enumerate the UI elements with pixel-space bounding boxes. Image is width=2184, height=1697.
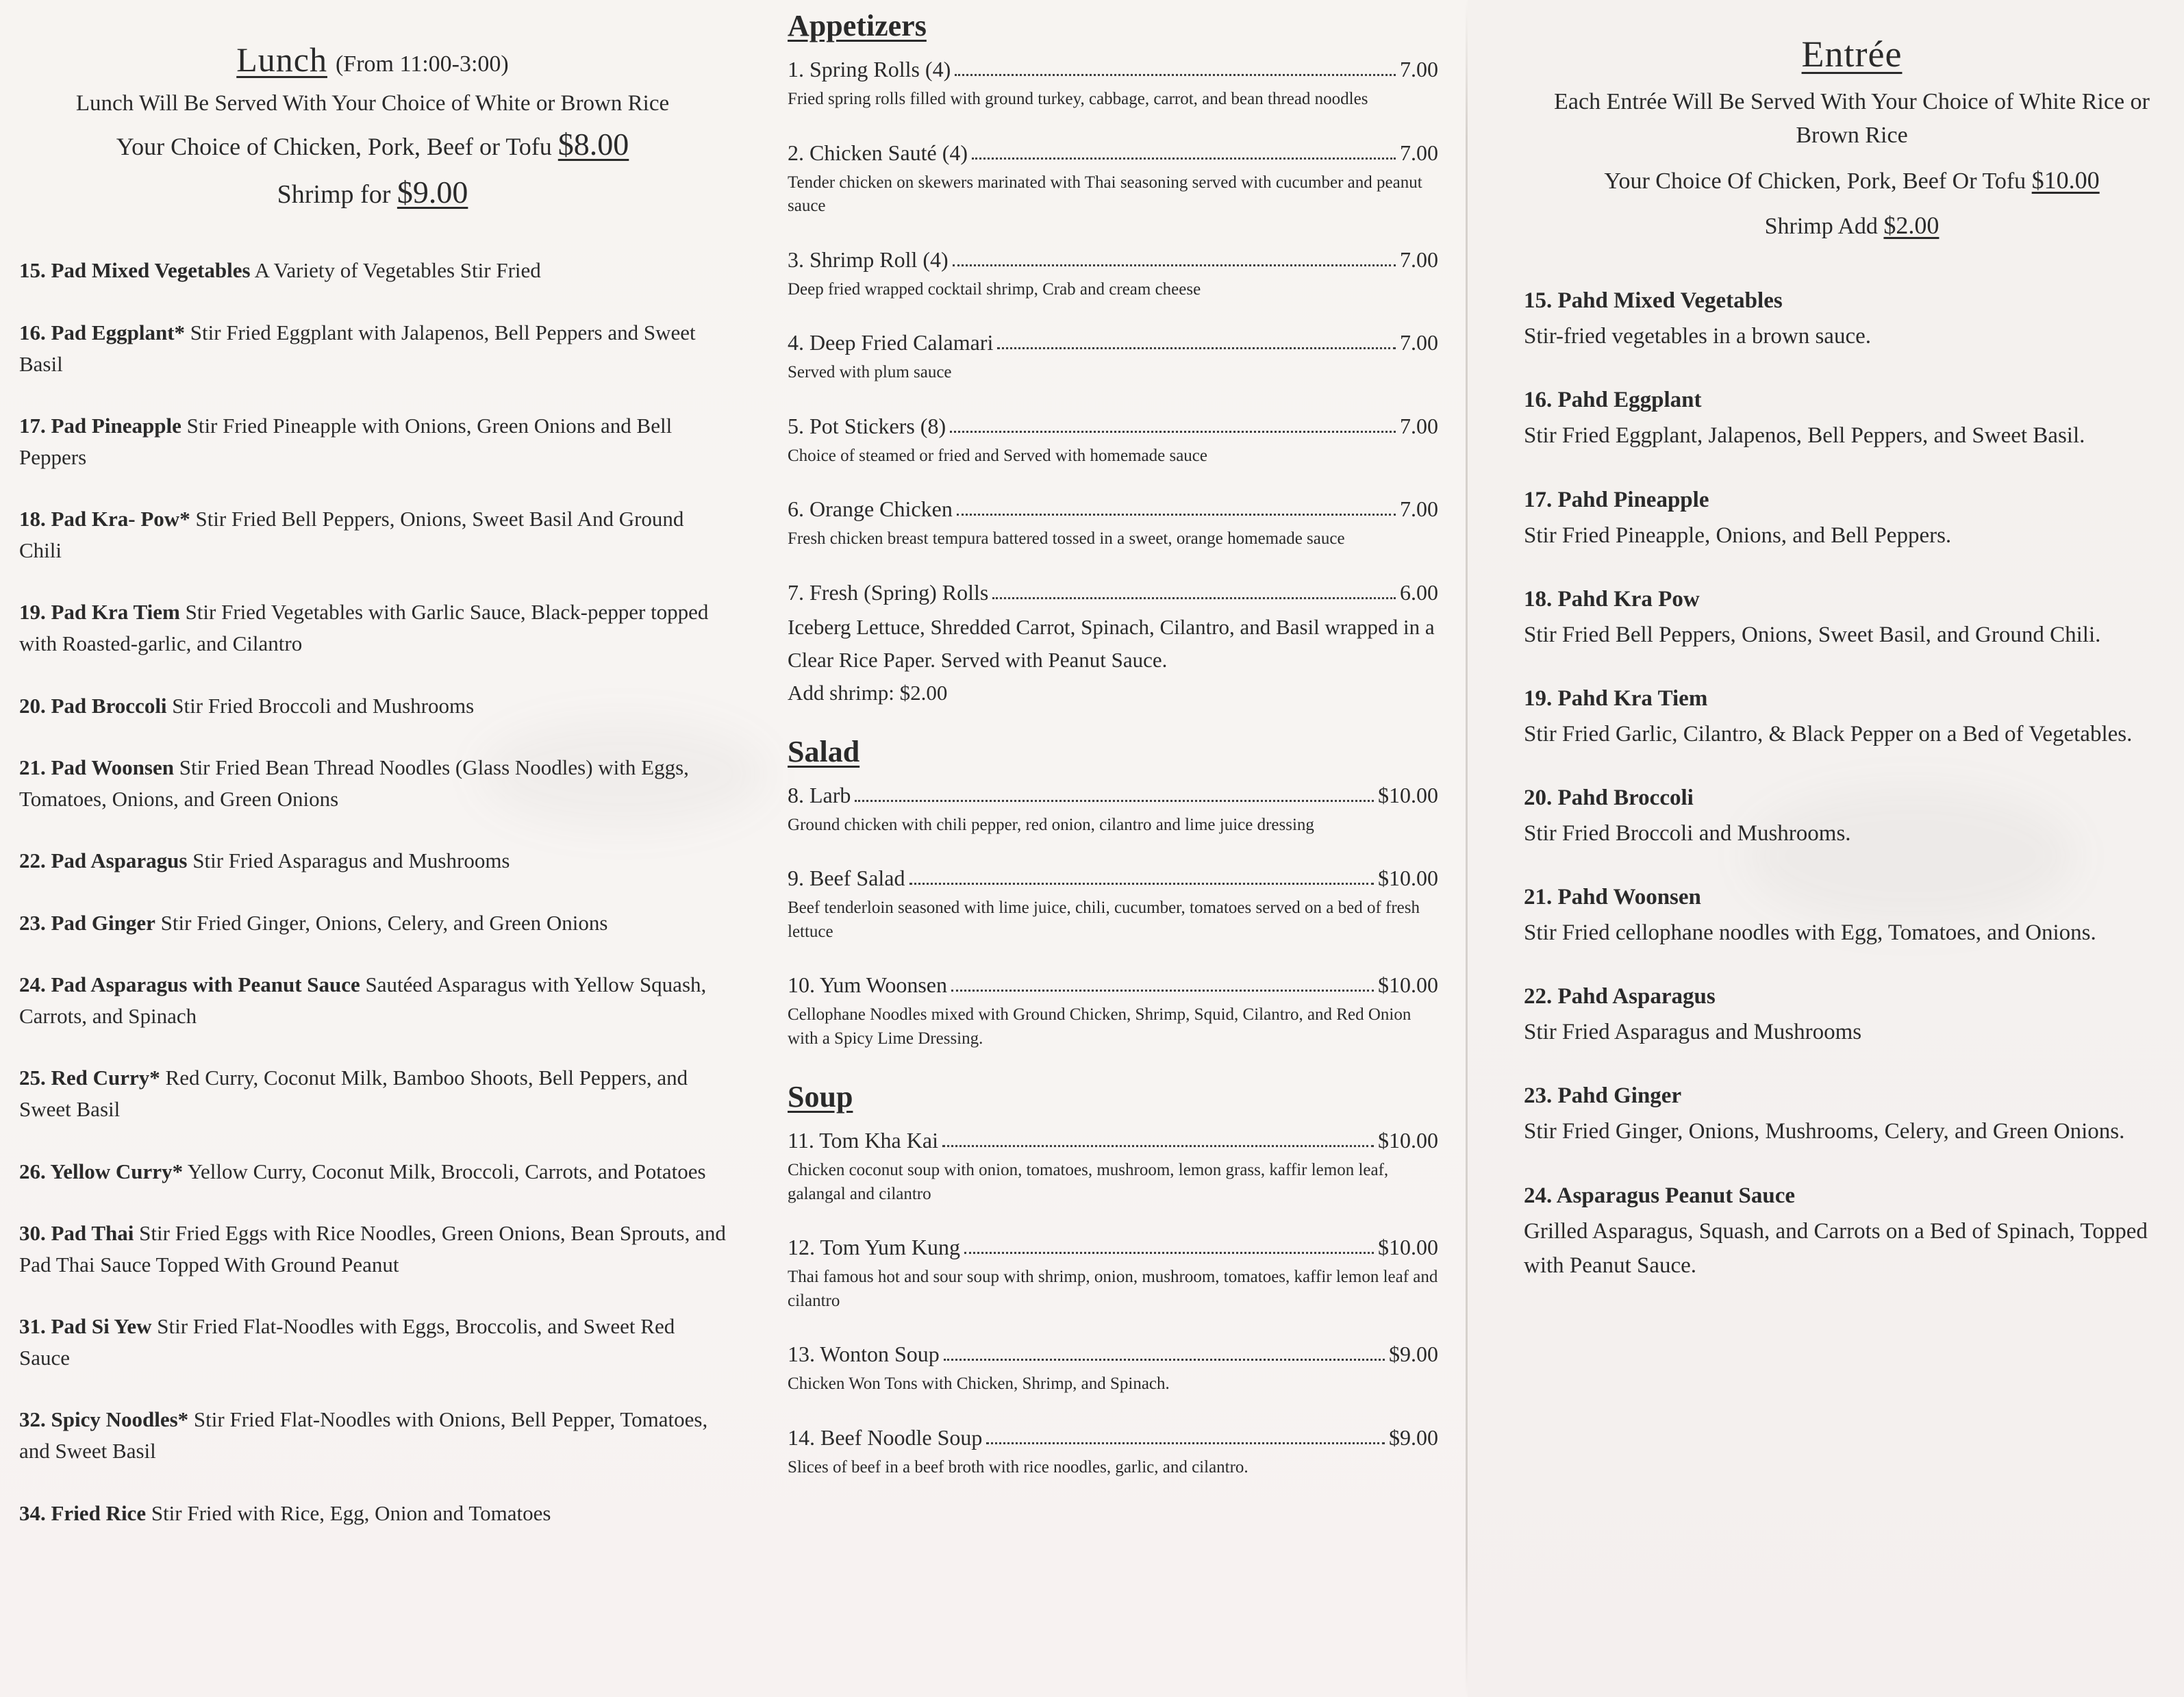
- item-name: 6. Orange Chicken: [788, 496, 953, 521]
- menu-item: [788, 57, 1438, 112]
- item-price-line: [788, 414, 1438, 439]
- item-description: Grilled Asparagus, Squash, and Carrots on a Bed of Spinach, Topped with Peanut Sauce.: [1524, 1218, 2148, 1278]
- menu-item: [788, 414, 1438, 468]
- item-name: 17. Pahd Pineapple: [1524, 487, 1709, 512]
- dotted-leader: [950, 431, 1396, 433]
- item-price: $9.00: [1389, 1424, 1438, 1450]
- lunch-menu-item: [19, 317, 726, 379]
- item-price-line: [788, 866, 1438, 891]
- item-name: 5. Pot Stickers (8): [788, 413, 946, 438]
- menu-item: [788, 580, 1438, 705]
- item-price-line: [788, 580, 1438, 605]
- appetizers-title: Appetizers: [788, 9, 927, 42]
- item-name: 10. Yum Woonsen: [788, 972, 947, 998]
- entree-menu-item: [1524, 1183, 2180, 1283]
- item-description: Iceberg Lettuce, Shredded Carrot, Spinach, Cilantro, and Basil wrapped in a Clear Rice Paper. Served with Peanut Sauce.: [788, 614, 1435, 672]
- item-description: Stir Fried cellophane noodles with Egg, Tomatoes, and Onions.: [1524, 920, 2096, 946]
- dotted-leader: [997, 347, 1396, 349]
- soup-title: Soup: [788, 1080, 853, 1114]
- item-name: 19. Pahd Kra Tiem: [1524, 686, 1708, 711]
- dotted-leader: [909, 883, 1375, 885]
- item-extra-note: Add shrimp: $2.00: [788, 680, 948, 705]
- item-name: 17. Pad Pineapple: [19, 414, 181, 438]
- item-description: Stir Fried Asparagus and Mushrooms: [1524, 1020, 1862, 1045]
- soup-items-list: [788, 1128, 1438, 1479]
- item-description: Stir Fried Bell Peppers, Onions, Sweet Basil And Ground Chili: [19, 507, 684, 562]
- entree-menu-item: [1524, 686, 2180, 751]
- lunch-title: Lunch: [236, 40, 327, 79]
- lunch-shrimp-line: [19, 172, 726, 213]
- entree-shrimp-price: $2.00: [1883, 211, 1940, 239]
- item-name: 11. Tom Kha Kai: [788, 1128, 938, 1153]
- dotted-leader: [955, 74, 1396, 76]
- item-description: Red Curry, Coconut Milk, Bamboo Shoots, Bell Peppers, and Sweet Basil: [19, 1066, 688, 1122]
- item-description: Thai famous hot and sour soup with shrimp, onion, mushroom, tomatoes, kaffir lemon leaf and cilantro: [788, 1268, 1438, 1310]
- menu-item: [788, 972, 1438, 1051]
- middle-column: [788, 8, 1438, 1508]
- item-description: Stir-fried vegetables in a brown sauce.: [1524, 324, 1871, 349]
- item-name: 16. Pad Eggplant*: [19, 320, 186, 345]
- item-description: Slices of beef in a beef broth with rice noodles, garlic, and cilantro.: [788, 1457, 1248, 1476]
- lunch-menu-item: [19, 1218, 726, 1280]
- entree-menu-item: [1524, 587, 2180, 652]
- entree-price: $10.00: [2031, 166, 2100, 194]
- item-name: 31. Pad Si Yew: [19, 1314, 152, 1339]
- item-name: 24. Asparagus Peanut Sauce: [1524, 1183, 1796, 1208]
- entree-subtitle: Each Entrée Will Be Served With Your Choice of White Rice or Brown Rice: [1554, 89, 2150, 149]
- item-name: 19. Pad Kra Tiem: [19, 600, 180, 625]
- dotted-leader: [942, 1145, 1374, 1147]
- item-description: Stir Fried Broccoli and Mushrooms.: [1524, 820, 1851, 846]
- item-name: 21. Pad Woonsen: [19, 755, 174, 780]
- item-price: $10.00: [1378, 782, 1438, 807]
- item-name: 22. Pahd Asparagus: [1524, 984, 1716, 1009]
- entree-price-prefix: Your Choice Of Chicken, Pork, Beef Or Tofu: [1604, 168, 2032, 194]
- item-description: Chicken coconut soup with onion, tomatoes, mushroom, lemon grass, kaffir lemon leaf, galangal and cilantro: [788, 1161, 1389, 1203]
- item-price: 7.00: [1400, 247, 1438, 272]
- lunch-menu-item: [19, 1311, 726, 1373]
- menu-item: [788, 496, 1438, 551]
- item-name: 32. Spicy Noodles*: [19, 1407, 189, 1432]
- menu-item: [788, 783, 1438, 838]
- dotted-leader: [855, 800, 1374, 802]
- item-name: 8. Larb: [788, 782, 851, 807]
- item-price: 6.00: [1400, 579, 1438, 605]
- item-price: 7.00: [1400, 330, 1438, 355]
- lunch-header: [19, 40, 726, 212]
- menu-item: [788, 330, 1438, 385]
- item-description: Stir Fried Pineapple, Onions, and Bell Peppers.: [1524, 523, 1952, 548]
- dotted-leader: [972, 158, 1396, 160]
- lunch-items-list: [19, 255, 726, 1529]
- item-name: 7. Fresh (Spring) Rolls: [788, 579, 989, 605]
- lunch-price: $8.00: [557, 126, 629, 162]
- item-description: Stir Fried Ginger, Onions, Mushrooms, Celery, and Green Onions.: [1524, 1119, 2125, 1144]
- item-description: Stir Fried Eggplant with Jalapenos, Bell Peppers and Sweet Basil: [19, 320, 696, 376]
- lunch-menu-item: [19, 596, 726, 659]
- lunch-shrimp-prefix: Shrimp for: [277, 179, 397, 209]
- item-name: 21. Pahd Woonsen: [1524, 885, 1701, 910]
- entree-menu-item: [1524, 885, 2180, 950]
- dotted-leader: [992, 597, 1396, 599]
- item-price-line: [788, 1128, 1438, 1153]
- lunch-price-line: [19, 124, 726, 165]
- salad-title: Salad: [788, 734, 860, 768]
- item-name: 15. Pahd Mixed Vegetables: [1524, 288, 1783, 314]
- item-price: 7.00: [1400, 140, 1438, 165]
- item-description: Tender chicken on skewers marinated with Thai seasoning served with cucumber and peanut sauce: [788, 173, 1422, 215]
- item-name: 3. Shrimp Roll (4): [788, 247, 949, 272]
- item-name: 13. Wonton Soup: [788, 1342, 940, 1367]
- item-price: 7.00: [1400, 57, 1438, 81]
- item-name: 12. Tom Yum Kung: [788, 1235, 960, 1260]
- entree-menu-item: [1524, 785, 2180, 851]
- item-description: Stir Fried Bell Peppers, Onions, Sweet Basil, and Ground Chili.: [1524, 622, 2101, 647]
- item-name: 25. Red Curry*: [19, 1066, 160, 1090]
- item-name: 23. Pahd Ginger: [1524, 1083, 1682, 1109]
- item-price: $10.00: [1378, 1235, 1438, 1260]
- item-price-line: [788, 1235, 1438, 1260]
- item-price-line: [788, 330, 1438, 355]
- lunch-price-prefix: Your Choice of Chicken, Pork, Beef or Tofu: [116, 132, 558, 160]
- item-description: Stir Fried Flat-Noodles with Eggs, Broccolis, and Sweet Red Sauce: [19, 1314, 675, 1370]
- item-description: Stir Fried Eggs with Rice Noodles, Green Onions, Bean Sprouts, and Pad Thai Sauce Topped With Ground Peanut: [19, 1221, 726, 1277]
- item-price-line: [788, 972, 1438, 998]
- entree-menu-item: [1524, 1083, 2180, 1148]
- lunch-subtitle: Lunch Will Be Served With Your Choice of White or Brown Rice: [75, 91, 670, 116]
- lunch-menu-item: [19, 503, 726, 566]
- entree-header: [1524, 33, 2180, 243]
- entree-shrimp-line: [1524, 208, 2180, 243]
- item-description: Stir Fried Eggplant, Jalapenos, Bell Peppers, and Sweet Basil.: [1524, 423, 2085, 449]
- lunch-shrimp-price: $9.00: [397, 174, 468, 210]
- salad-section: [788, 734, 1438, 1051]
- item-description: Stir Fried Bean Thread Noodles (Glass Noodles) with Eggs, Tomatoes, Onions, and Green Onions: [19, 755, 689, 811]
- item-name: 1. Spring Rolls (4): [788, 57, 951, 81]
- dotted-leader: [986, 1442, 1385, 1444]
- item-description: Stir Fried Garlic, Cilantro, & Black Pepper on a Bed of Vegetables.: [1524, 721, 2133, 746]
- item-price: $10.00: [1378, 1128, 1438, 1153]
- item-description: Ground chicken with chili pepper, red onion, cilantro and lime juice dressing: [788, 815, 1314, 834]
- item-description: Beef tenderloin seasoned with lime juice, chili, cucumber, tomatoes served on a bed of fresh lettuce: [788, 898, 1420, 941]
- entree-price-line: [1524, 162, 2180, 198]
- item-description: Stir Fried Vegetables with Garlic Sauce, Black-pepper topped with Roasted-garlic, and Cilantro: [19, 600, 709, 655]
- lunch-menu-item: [19, 845, 726, 877]
- item-price: $10.00: [1378, 972, 1438, 998]
- lunch-menu-item: [19, 1404, 726, 1466]
- entree-items-list: [1524, 288, 2180, 1283]
- item-name: 2. Chicken Sauté (4): [788, 140, 968, 165]
- item-price: 7.00: [1400, 413, 1438, 438]
- menu-item: [788, 1128, 1438, 1206]
- item-description: Stir Fried Pineapple with Onions, Green Onions and Bell Peppers: [19, 414, 673, 469]
- appetizers-items-list: [788, 57, 1438, 705]
- item-description: Stir Fried Asparagus and Mushrooms: [192, 848, 510, 873]
- lunch-menu-item: [19, 969, 726, 1031]
- entree-title-row: [1524, 33, 2180, 75]
- dotted-leader: [951, 990, 1374, 992]
- item-price: 7.00: [1400, 496, 1438, 521]
- item-name: 14. Beef Noodle Soup: [788, 1424, 983, 1450]
- item-description: Choice of steamed or fried and Served with homemade sauce: [788, 446, 1207, 465]
- item-price-line: [788, 1425, 1438, 1450]
- menu-item: [788, 1235, 1438, 1313]
- item-description: Fried spring rolls filled with ground turkey, cabbage, carrot, and bean thread noodles: [788, 90, 1368, 108]
- lunch-section: [19, 40, 726, 1529]
- item-description: A Variety of Vegetables Stir Fried: [254, 258, 541, 283]
- item-description: Sautéed Asparagus with Yellow Squash, Carrots, and Spinach: [19, 972, 707, 1028]
- entree-menu-item: [1524, 488, 2180, 553]
- menu-item: [788, 1342, 1438, 1396]
- lunch-menu-item: [19, 907, 726, 939]
- dotted-leader: [964, 1252, 1374, 1254]
- item-description: Stir Fried with Rice, Egg, Onion and Tomatoes: [151, 1500, 551, 1525]
- menu-item: [788, 866, 1438, 944]
- item-price: $10.00: [1378, 866, 1438, 891]
- item-description: Fresh chicken breast tempura battered tossed in a sweet, orange homemade sauce: [788, 529, 1345, 548]
- item-price-line: [788, 496, 1438, 522]
- lunch-menu-item: [19, 1498, 726, 1529]
- item-description: Deep fried wrapped cocktail shrimp, Crab and cream cheese: [788, 279, 1201, 299]
- item-name: 15. Pad Mixed Vegetables: [19, 258, 251, 283]
- entree-shrimp-prefix: Shrimp Add: [1764, 213, 1884, 239]
- item-description: Stir Fried Flat-Noodles with Onions, Bell Pepper, Tomatoes, and Sweet Basil: [19, 1407, 708, 1463]
- item-description: Chicken Won Tons with Chicken, Shrimp, and Spinach.: [788, 1374, 1170, 1394]
- menu-item: [788, 140, 1438, 218]
- item-name: 16. Pahd Eggplant: [1524, 388, 1702, 413]
- item-description: Yellow Curry, Coconut Milk, Broccoli, Carrots, and Potatoes: [187, 1159, 706, 1183]
- entree-menu-item: [1524, 984, 2180, 1049]
- lunch-menu-item: [19, 1156, 726, 1187]
- item-name: 34. Fried Rice: [19, 1500, 147, 1525]
- item-name: 23. Pad Ginger: [19, 910, 155, 935]
- item-name: 20. Pad Broccoli: [19, 693, 167, 718]
- appetizers-section: [788, 8, 1438, 705]
- lunch-title-row: [19, 40, 726, 79]
- item-price: $9.00: [1389, 1342, 1438, 1367]
- menu-item: [788, 247, 1438, 302]
- item-name: 18. Pahd Kra Pow: [1524, 586, 1700, 612]
- lunch-menu-item: [19, 410, 726, 473]
- item-name: 20. Pahd Broccoli: [1524, 785, 1694, 810]
- item-price-line: [788, 57, 1438, 82]
- item-name: 18. Pad Kra- Pow*: [19, 507, 190, 531]
- dotted-leader: [944, 1359, 1385, 1361]
- item-price-line: [788, 1342, 1438, 1367]
- item-name: 4. Deep Fried Calamari: [788, 330, 994, 355]
- lunch-menu-item: [19, 1062, 726, 1124]
- menu-item: [788, 1425, 1438, 1480]
- item-description: Cellophane Noodles mixed with Ground Chicken, Shrimp, Squid, Cilantro, and Red Onion with a Spicy Lime Dressing.: [788, 1005, 1411, 1048]
- lunch-menu-item: [19, 752, 726, 814]
- lunch-hours: (From 11:00-3:00): [335, 51, 509, 77]
- dotted-leader: [953, 264, 1396, 266]
- item-description: Stir Fried Ginger, Onions, Celery, and Green Onions: [160, 910, 608, 935]
- entree-menu-item: [1524, 288, 2180, 353]
- dotted-leader: [957, 514, 1396, 516]
- item-name: 26. Yellow Curry*: [19, 1159, 184, 1183]
- lunch-menu-item: [19, 690, 726, 722]
- item-name: 9. Beef Salad: [788, 866, 905, 891]
- item-name: 22. Pad Asparagus: [19, 848, 188, 873]
- entree-section: [1524, 33, 2180, 1283]
- soup-section: [788, 1079, 1438, 1479]
- entree-title: Entrée: [1801, 34, 1903, 75]
- salad-items-list: [788, 783, 1438, 1051]
- item-price-line: [788, 247, 1438, 273]
- item-name: 30. Pad Thai: [19, 1221, 134, 1246]
- item-name: 24. Pad Asparagus with Peanut Sauce: [19, 972, 360, 997]
- item-description: Served with plum sauce: [788, 363, 952, 381]
- item-price-line: [788, 783, 1438, 808]
- lunch-menu-item: [19, 255, 726, 286]
- entree-menu-item: [1524, 388, 2180, 453]
- item-description: Stir Fried Broccoli and Mushrooms: [172, 693, 475, 718]
- item-price-line: [788, 140, 1438, 166]
